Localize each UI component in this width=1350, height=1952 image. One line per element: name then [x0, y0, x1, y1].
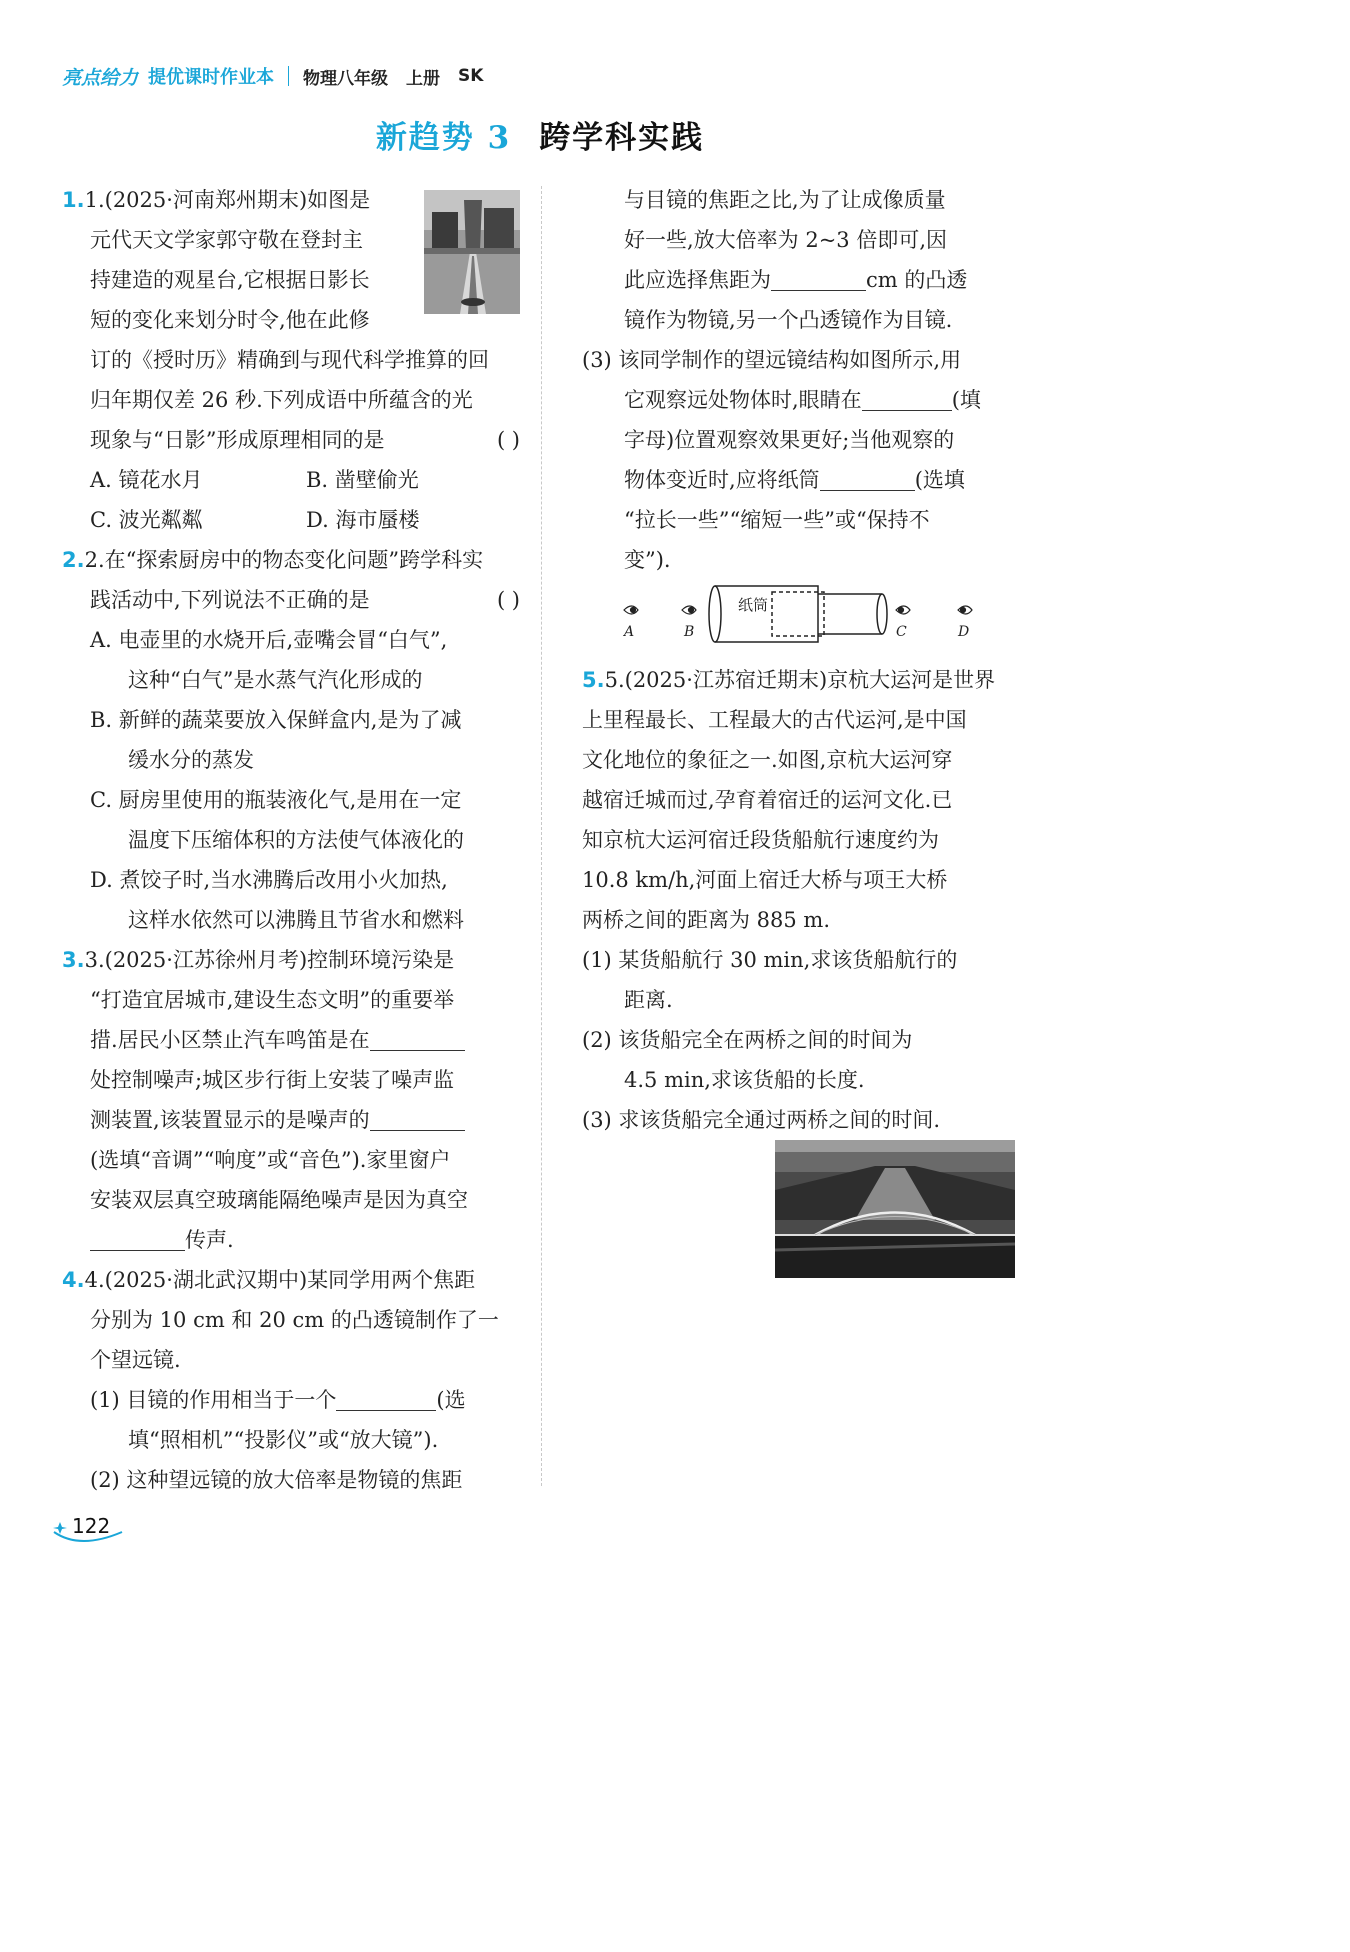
q1-line: 短的变化来划分时令,他在此修: [90, 308, 370, 332]
q2-option: C. 厨房里使用的瓶装液化气,是用在一定: [90, 788, 462, 812]
position-label-b: B: [684, 624, 695, 640]
page-title: [0, 112, 1080, 157]
q3-line: 措.居民小区禁止汽车鸣笛是在: [62, 1020, 522, 1060]
q4-sub-2-cont: 与目镜的焦距之比,为了让成像质量: [624, 188, 946, 212]
q5-sub-2: (2) 该货船完全在两桥之间的时间为: [582, 1028, 913, 1052]
q3-line: 传声.: [62, 1220, 522, 1260]
answer-blank[interactable]: [336, 1384, 436, 1411]
q3-line: 处控制噪声;城区步行街上安装了噪声监: [90, 1068, 455, 1092]
q5-sub-1-cont: 距离.: [624, 988, 673, 1012]
q1-options-row: [62, 460, 522, 500]
answer-blank[interactable]: [862, 384, 952, 411]
q5-line: 文化地位的象征之一.如图,京杭大运河穿: [582, 748, 953, 772]
option-c: C. 波光粼粼: [90, 508, 203, 532]
answer-paren: ( ): [496, 428, 520, 452]
column-divider: [541, 186, 542, 1486]
q3-line: 3.3.(2025·江苏徐州月考)控制环境污染是: [62, 948, 455, 972]
position-label-c: C: [896, 624, 907, 640]
q1-line: 1.1.(2025·河南郑州期末)如图是: [62, 188, 371, 212]
series-name: 提优课时作业本: [148, 67, 275, 88]
answer-blank[interactable]: [370, 1104, 465, 1131]
tube-label: 纸筒: [738, 596, 769, 614]
q4-sub-2-cont: 镜作为物镜,另一个凸透镜作为目镜.: [624, 308, 953, 332]
q4-sub-3: (3) 该同学制作的望远镜结构如图所示,用: [582, 348, 962, 372]
q3-line: 安装双层真空玻璃能隔绝噪声是因为真空: [90, 1188, 468, 1212]
q4-sub-3-cont: 物体变近时,应将纸筒 (选填: [582, 460, 1014, 500]
section-number: 新趋势 3: [375, 120, 512, 156]
subject-grade: 物理八年级: [303, 68, 389, 89]
eye-icon: [958, 606, 972, 614]
q2-option-cont: 这样水依然可以沸腾且节省水和燃料: [128, 908, 464, 932]
q4-sub-3-cont: “拉长一些”“缩短一些”或“保持不: [624, 508, 930, 532]
edition-label: SK: [458, 66, 484, 86]
answer-paren: ( ): [496, 588, 520, 612]
q2-option: D. 煮饺子时,当水沸腾后改用小火加热,: [90, 868, 448, 892]
q1-line: 归年期仅差 26 秒.下列成语中所蕴含的光: [90, 388, 473, 412]
page-header: [62, 58, 483, 94]
q4-sub-3-cont: 字母)位置观察效果更好;当他观察的: [624, 428, 955, 452]
canal-bridge-photo: [775, 1140, 1015, 1278]
q4-sub-2-cont: 好一些,放大倍率为 2~3 倍即可,因: [624, 228, 948, 252]
q5-line: 上里程最长、工程最大的古代运河,是中国: [582, 708, 967, 732]
q4-sub-1: (1) 目镜的作用相当于一个 (选: [62, 1380, 522, 1420]
q5-line: 10.8 km/h,河面上宿迁大桥与项王大桥: [582, 868, 948, 892]
q5-line: 知京杭大运河宿迁段货船航行速度约为: [582, 828, 939, 852]
header-divider: [288, 66, 289, 86]
observatory-photo: [424, 190, 520, 314]
left-column: [62, 180, 522, 1500]
q5-line: 5.5.(2025·江苏宿迁期末)京杭大运河是世界: [582, 668, 996, 692]
q1-options-row: [62, 500, 522, 540]
page-number: 122: [50, 1510, 130, 1546]
option-d: D. 海市蜃楼: [306, 508, 420, 532]
q2-line: 2.2.在“探索厨房中的物态变化问题”跨学科实: [62, 548, 484, 572]
q1-line: 订的《授时历》精确到与现代科学推算的回: [90, 348, 489, 372]
q4-sub-2: (2) 这种望远镜的放大倍率是物镜的焦距: [90, 1468, 463, 1492]
q3-line: 测装置,该装置显示的是噪声的: [62, 1100, 522, 1140]
q4-sub-2-cont: 此应选择焦距为 cm 的凸透: [582, 260, 1014, 300]
right-column: [582, 180, 1014, 1140]
q5-sub-3: (3) 求该货船完全通过两桥之间的时间.: [582, 1108, 941, 1132]
q1-line: 现象与“日影”形成原理相同的是 ( ): [62, 420, 522, 460]
answer-blank[interactable]: [820, 464, 915, 491]
q4-sub-3-cont: 它观察远处物体时,眼睛在 (填: [582, 380, 1014, 420]
brand-logo: 亮点给力: [62, 66, 139, 89]
q4-line: 分别为 10 cm 和 20 cm 的凸透镜制作了一: [90, 1308, 499, 1332]
eye-icon: [682, 606, 696, 614]
q5-line: 越宿迁城而过,孕育着宿迁的运河文化.已: [582, 788, 953, 812]
option-b: B. 凿壁偷光: [306, 468, 419, 492]
section-name: 跨学科实践: [539, 120, 705, 156]
q2-option-cont: 温度下压缩体积的方法使气体液化的: [128, 828, 464, 852]
q4-sub-3-cont: 变”).: [624, 548, 671, 572]
q5-sub-1: (1) 某货船航行 30 min,求该货船航行的: [582, 948, 958, 972]
q2-option-cont: 这种“白气”是水蒸气汽化形成的: [128, 668, 423, 692]
eye-icon: [896, 606, 910, 614]
eye-icon: [624, 606, 638, 614]
answer-blank[interactable]: [90, 1224, 185, 1251]
answer-blank[interactable]: [370, 1024, 465, 1051]
q4-line: 个望远镜.: [90, 1348, 181, 1372]
q5-sub-2-cont: 4.5 min,求该货船的长度.: [624, 1068, 865, 1092]
q3-line: (选填“音调”“响度”或“音色”).家里窗户: [90, 1148, 451, 1172]
q1-line: 元代天文学家郭守敬在登封主: [90, 228, 363, 252]
q5-line: 两桥之间的距离为 885 m.: [582, 908, 831, 932]
q2-option-cont: 缓水分的蒸发: [128, 748, 254, 772]
telescope-diagram: [620, 584, 980, 648]
q1-line: 持建造的观星台,它根据日影长: [90, 268, 370, 292]
q3-line: “打造宜居城市,建设生态文明”的重要举: [90, 988, 455, 1012]
answer-blank[interactable]: [771, 264, 866, 291]
position-label-a: A: [624, 624, 635, 640]
q2-option: A. 电壶里的水烧开后,壶嘴会冒“白气”,: [90, 628, 448, 652]
volume-label: 上册: [406, 68, 441, 89]
option-a: A. 镜花水月: [90, 468, 203, 492]
q2-option: B. 新鲜的蔬菜要放入保鲜盒内,是为了减: [90, 708, 462, 732]
position-label-d: D: [958, 624, 970, 640]
q4-line: 4.4.(2025·湖北武汉期中)某同学用两个焦距: [62, 1268, 476, 1292]
q2-line: 践活动中,下列说法不正确的是 ( ): [62, 580, 522, 620]
q4-sub-1-cont: 填“照相机”“投影仪”或“放大镜”).: [128, 1428, 439, 1452]
